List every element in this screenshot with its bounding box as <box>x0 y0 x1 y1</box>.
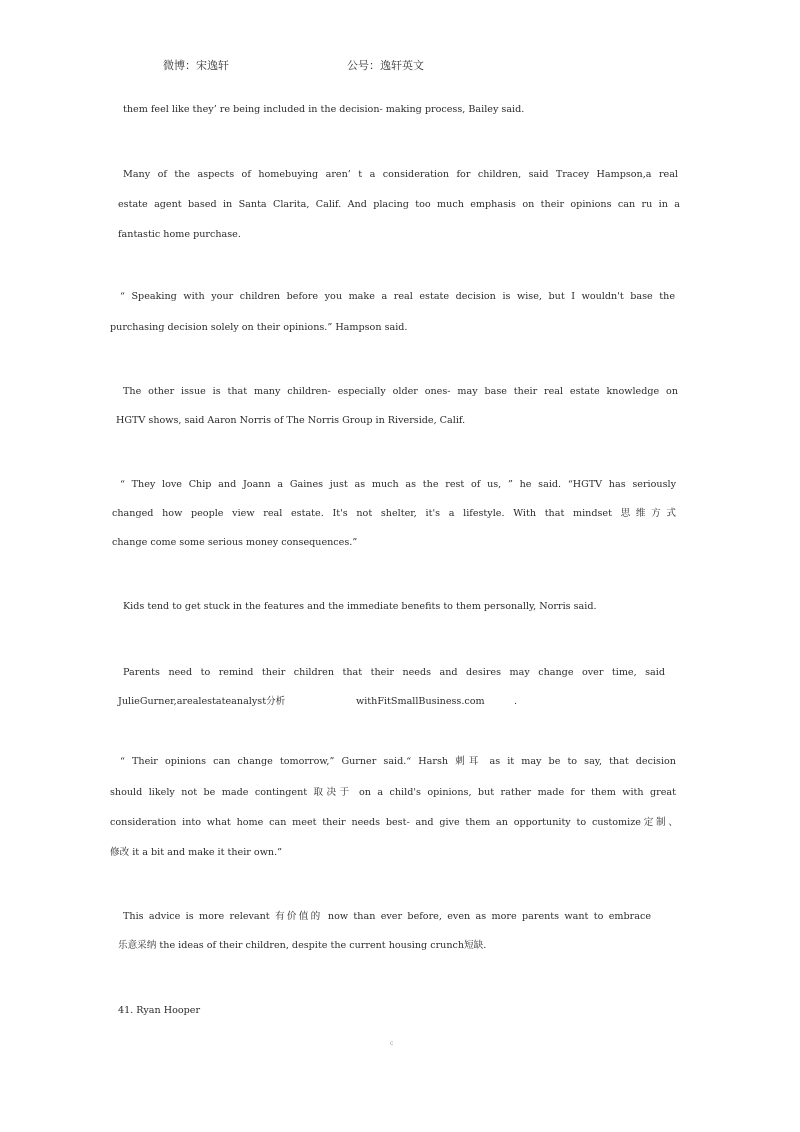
page-mark: c <box>390 1040 394 1047</box>
body-line: fantastic home purchase. <box>118 229 241 240</box>
body-line: consideration into what home can meet their needs best- and give them an opportunity to customize定制、 <box>110 817 678 828</box>
body-line: Kids tend to get stuck in the features and the immediate benefits to them personally, Norris said. <box>123 601 597 612</box>
body-line: JulieGurner,arealestateanalyst分析 <box>118 696 286 707</box>
section-number: 41. Ryan Hooper <box>118 1005 201 1016</box>
body-line: 乐意采纳 the ideas of their children, despite the current housing crunch短缺. <box>118 940 487 951</box>
body-line-period: . <box>514 696 518 707</box>
header-weibo: 微博：宋逸轩 <box>163 59 229 72</box>
body-line: “ Their opinions can change tomorrow,” Gurner said.“ Harsh 刺耳 as it may be to say, that decision <box>120 756 676 767</box>
body-line: Many of the aspects of homebuying aren’ t a consideration for children, said Tracey Hampson,a real <box>123 169 678 180</box>
body-line: estate agent based in Santa Clarita, Calif. And placing too much emphasis on their opinions can ru in a <box>118 199 680 210</box>
body-line: should likely not be made contingent 取决于 on a child's opinions, but rather made for them with great <box>110 787 676 798</box>
body-line-link-text: withFitSmallBusiness.com <box>356 696 485 707</box>
body-line: changed how people view real estate. It's not shelter, it's a lifestyle. With that mindset 思维方式 <box>112 508 676 519</box>
header-gonghao: 公号：逸轩英文 <box>347 59 424 72</box>
body-line: “ They love Chip and Joann a Gaines just as much as the rest of us, ” he said. “HGTV has seriously <box>120 479 676 490</box>
body-line: “ Speaking with your children before you make a real estate decision is wise, but I wouldn't base the <box>120 291 675 302</box>
body-line: 修改 it a bit and make it their own.” <box>110 847 283 858</box>
body-line: purchasing decision solely on their opinions.” Hampson said. <box>110 322 408 333</box>
body-line: This advice is more relevant 有价值的 now than ever before, even as more parents want to embrace <box>123 911 651 922</box>
body-line: The other issue is that many children- especially older ones- may base their real estate knowledge on <box>123 386 678 397</box>
body-line: them feel like they’ re being included in the decision- making process, Bailey said. <box>123 104 525 115</box>
body-line: HGTV shows, said Aaron Norris of The Norris Group in Riverside, Calif. <box>116 415 466 426</box>
body-line: Parents need to remind their children that their needs and desires may change over time, said <box>123 667 665 678</box>
body-line: change come some serious money consequences.” <box>112 537 358 548</box>
